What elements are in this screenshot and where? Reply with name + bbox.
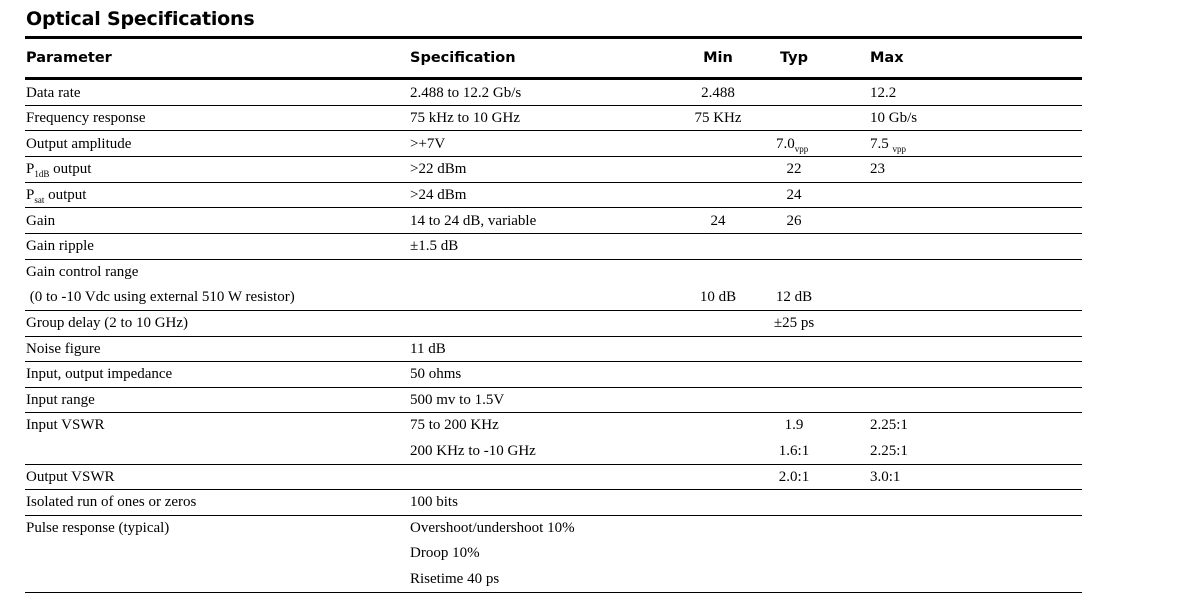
row-rule bbox=[25, 233, 1082, 234]
min-cell: 2.488 bbox=[701, 85, 735, 101]
spec-cell: 75 kHz to 10 GHz bbox=[410, 110, 520, 126]
spec-cell-line3: Risetime 40 ps bbox=[410, 571, 500, 587]
param-cell: Gain control range bbox=[26, 264, 139, 280]
typ-cell-line2: 1.6:1 bbox=[778, 443, 810, 459]
spec-cell: ±1.5 dB bbox=[410, 238, 459, 254]
row-rule bbox=[25, 336, 1082, 337]
spec-cell: >24 dBm bbox=[410, 187, 467, 203]
page-title: Optical Specifications bbox=[26, 8, 255, 30]
typ-cell: 24 bbox=[786, 187, 802, 203]
param-cell: Noise figure bbox=[26, 341, 101, 357]
row-rule bbox=[25, 361, 1082, 362]
param-cell: Input, output impedance bbox=[26, 366, 173, 382]
param-cell: Output VSWR bbox=[26, 469, 115, 485]
param-cell: Data rate bbox=[26, 85, 81, 101]
spec-cell: 50 ohms bbox=[410, 366, 462, 382]
param-cell: $P_{1dB}$ output bbox=[26, 161, 92, 179]
header-max: Max bbox=[870, 50, 904, 66]
spec-cell: >+7V bbox=[410, 136, 446, 152]
max-cell: 2.25:1 bbox=[870, 417, 908, 433]
max-cell: 7.5 $_{vpp}$ bbox=[870, 136, 906, 154]
spec-cell: 2.488 to 12.2 Gb/s bbox=[410, 85, 522, 101]
bottom-rule bbox=[25, 592, 1082, 593]
param-cell-line2: (0 to -10 Vdc using external 510 W resistor) bbox=[26, 289, 295, 305]
typ-cell: 22 bbox=[786, 161, 802, 177]
row-rule bbox=[25, 464, 1082, 465]
min-cell: 24 bbox=[710, 213, 726, 229]
spec-cell: 100 bits bbox=[410, 494, 458, 510]
typ-cell: 1.9 bbox=[784, 417, 804, 433]
param-cell: Input range bbox=[26, 392, 95, 408]
typ-cell: 26 bbox=[786, 213, 802, 229]
header-rule bbox=[25, 77, 1082, 80]
param-cell: Group delay (2 to 10 GHz) bbox=[26, 315, 189, 331]
header-min: Min bbox=[703, 50, 733, 66]
spec-cell-line2: Droop 10% bbox=[410, 545, 480, 561]
min-cell: 75 KHz bbox=[694, 110, 742, 126]
param-cell: $P_{sat}$ output bbox=[26, 187, 87, 205]
spec-cell: 500 mv to 1.5V bbox=[410, 392, 505, 408]
header-parameter: Parameter bbox=[26, 50, 112, 66]
spec-cell-line2: 200 KHz to -10 GHz bbox=[410, 443, 536, 459]
row-rule bbox=[25, 387, 1082, 388]
param-cell: Input VSWR bbox=[26, 417, 105, 433]
min-cell: 10 dB bbox=[699, 289, 737, 305]
typ-cell: ±25 ps bbox=[773, 315, 815, 331]
row-rule bbox=[25, 207, 1082, 208]
row-rule bbox=[25, 259, 1082, 260]
row-rule bbox=[25, 515, 1082, 516]
max-cell: 23 bbox=[870, 161, 885, 177]
typ-cell: 2.0:1 bbox=[778, 469, 810, 485]
row-rule bbox=[25, 156, 1082, 157]
row-rule bbox=[25, 310, 1082, 311]
spec-cell: 14 to 24 dB, variable bbox=[410, 213, 537, 229]
max-cell-line2: 2.25:1 bbox=[870, 443, 908, 459]
param-cell: Gain ripple bbox=[26, 238, 94, 254]
param-cell: Pulse response (typical) bbox=[26, 520, 170, 536]
spec-cell: 75 to 200 KHz bbox=[410, 417, 499, 433]
max-cell: 10 Gb/s bbox=[870, 110, 918, 126]
typ-cell: 12 dB bbox=[775, 289, 813, 305]
row-rule bbox=[25, 105, 1082, 106]
param-cell: Frequency response bbox=[26, 110, 146, 126]
typ-cell: $7.0_{vpp}$ bbox=[776, 136, 809, 154]
header-specification: Specification bbox=[410, 50, 516, 66]
spec-cell: >22 dBm bbox=[410, 161, 467, 177]
top-rule bbox=[25, 36, 1082, 39]
row-rule bbox=[25, 130, 1082, 131]
row-rule bbox=[25, 489, 1082, 490]
spec-cell: 11 dB bbox=[410, 341, 446, 357]
row-rule bbox=[25, 412, 1082, 413]
max-cell: 3.0:1 bbox=[870, 469, 901, 485]
param-cell: Isolated run of ones or zeros bbox=[26, 494, 197, 510]
param-cell: Gain bbox=[26, 213, 56, 229]
max-cell: 12.2 bbox=[870, 85, 897, 101]
header-typ: Typ bbox=[779, 50, 809, 66]
spec-cell: Overshoot/undershoot 10% bbox=[410, 520, 575, 536]
param-cell: Output amplitude bbox=[26, 136, 132, 152]
row-rule bbox=[25, 182, 1082, 183]
